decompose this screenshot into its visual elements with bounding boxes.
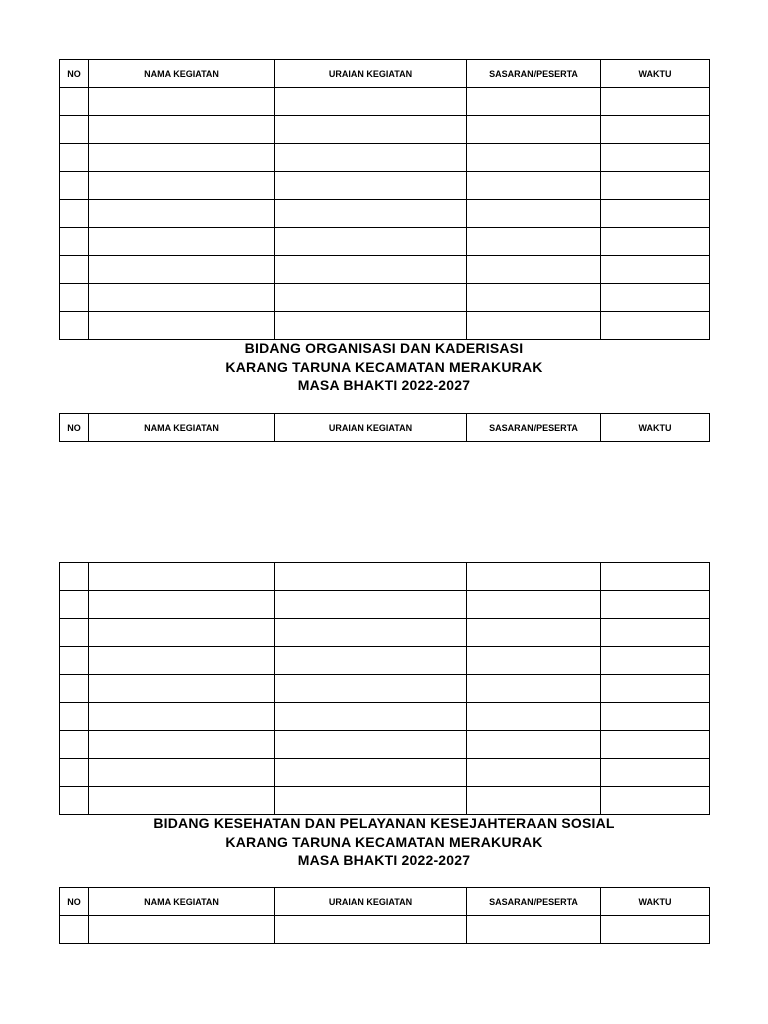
table-row (60, 88, 710, 116)
cell-no (60, 731, 89, 759)
cell-nama-kegiatan (89, 116, 275, 144)
table-row (60, 703, 710, 731)
cell-waktu (601, 731, 710, 759)
cell-uraian-kegiatan (275, 88, 467, 116)
cell-waktu (601, 172, 710, 200)
header-waktu: WAKTU (601, 888, 710, 916)
cell-sasaran-peserta (467, 172, 601, 200)
cell-waktu (601, 703, 710, 731)
table-row (60, 563, 710, 591)
cell-waktu (601, 787, 710, 815)
cell-uraian-kegiatan (275, 200, 467, 228)
cell-nama-kegiatan (89, 284, 275, 312)
cell-uraian-kegiatan (275, 787, 467, 815)
table-header-row (60, 888, 710, 916)
cell-sasaran-peserta (467, 563, 601, 591)
table-row (60, 731, 710, 759)
table-row (60, 647, 710, 675)
cell-sasaran-peserta (467, 228, 601, 256)
table-row (60, 312, 710, 340)
header-sasaran-peserta: SASARAN/PESERTA (467, 888, 601, 916)
cell-sasaran-peserta (467, 759, 601, 787)
header-waktu: WAKTU (601, 414, 710, 442)
cell-sasaran-peserta (467, 200, 601, 228)
cell-sasaran-peserta (467, 916, 601, 944)
cell-uraian-kegiatan (275, 284, 467, 312)
cell-waktu (601, 916, 710, 944)
cell-no (60, 787, 89, 815)
table-row (60, 116, 710, 144)
header-uraian-kegiatan: URAIAN KEGIATAN (275, 888, 467, 916)
cell-nama-kegiatan (89, 619, 275, 647)
cell-uraian-kegiatan (275, 312, 467, 340)
heading-line-organisasi: KARANG TARUNA KECAMATAN MERAKURAK (225, 833, 543, 850)
cell-sasaran-peserta (467, 312, 601, 340)
cell-no (60, 144, 89, 172)
cell-uraian-kegiatan (275, 563, 467, 591)
cell-uraian-kegiatan (275, 619, 467, 647)
header-sasaran-peserta: SASARAN/PESERTA (467, 60, 601, 88)
cell-sasaran-peserta (467, 144, 601, 172)
cell-nama-kegiatan (89, 563, 275, 591)
cell-no (60, 675, 89, 703)
cell-waktu (601, 88, 710, 116)
cell-no (60, 88, 89, 116)
cell-uraian-kegiatan (275, 591, 467, 619)
cell-uraian-kegiatan (275, 703, 467, 731)
activity-table-4 (59, 887, 710, 944)
cell-sasaran-peserta (467, 284, 601, 312)
cell-sasaran-peserta (467, 731, 601, 759)
cell-nama-kegiatan (89, 731, 275, 759)
header-nama-kegiatan: NAMA KEGIATAN (89, 888, 275, 916)
table-row (60, 228, 710, 256)
cell-sasaran-peserta (467, 116, 601, 144)
heading-line-periode: MASA BHAKTI 2022-2027 (297, 377, 471, 393)
cell-uraian-kegiatan (275, 172, 467, 200)
cell-nama-kegiatan (89, 916, 275, 944)
cell-nama-kegiatan (89, 759, 275, 787)
header-waktu: WAKTU (601, 60, 710, 88)
cell-waktu (601, 563, 710, 591)
cell-sasaran-peserta (467, 703, 601, 731)
table-row (60, 619, 710, 647)
cell-nama-kegiatan (89, 675, 275, 703)
cell-no (60, 563, 89, 591)
cell-waktu (601, 675, 710, 703)
cell-nama-kegiatan (89, 88, 275, 116)
activity-table-2 (59, 413, 710, 442)
table-row (60, 256, 710, 284)
table-header-row (60, 414, 710, 442)
cell-sasaran-peserta (467, 647, 601, 675)
cell-uraian-kegiatan (275, 256, 467, 284)
cell-waktu (601, 619, 710, 647)
table-row (60, 916, 710, 944)
cell-nama-kegiatan (89, 228, 275, 256)
cell-waktu (601, 312, 710, 340)
heading-line-bidang: BIDANG KESEHATAN DAN PELAYANAN KESEJAHTERAAN SOSIAL (153, 815, 615, 831)
cell-uraian-kegiatan (275, 144, 467, 172)
table-row (60, 759, 710, 787)
cell-sasaran-peserta (467, 88, 601, 116)
cell-waktu (601, 591, 710, 619)
header-nama-kegiatan: NAMA KEGIATAN (89, 414, 275, 442)
cell-no (60, 228, 89, 256)
cell-no (60, 256, 89, 284)
cell-no (60, 284, 89, 312)
cell-no (60, 172, 89, 200)
section-heading-kesehatan (0, 814, 768, 870)
table-body (60, 88, 710, 340)
cell-sasaran-peserta (467, 787, 601, 815)
cell-no (60, 619, 89, 647)
cell-nama-kegiatan (89, 200, 275, 228)
cell-nama-kegiatan (89, 787, 275, 815)
header-uraian-kegiatan: URAIAN KEGIATAN (275, 414, 467, 442)
heading-line-organisasi: KARANG TARUNA KECAMATAN MERAKURAK (225, 358, 543, 375)
cell-no (60, 916, 89, 944)
cell-waktu (601, 228, 710, 256)
table-row (60, 200, 710, 228)
cell-nama-kegiatan (89, 647, 275, 675)
cell-sasaran-peserta (467, 256, 601, 284)
cell-nama-kegiatan (89, 312, 275, 340)
cell-sasaran-peserta (467, 619, 601, 647)
section-heading-organisasi (0, 339, 768, 395)
cell-waktu (601, 200, 710, 228)
table-row (60, 675, 710, 703)
cell-no (60, 116, 89, 144)
table-row (60, 591, 710, 619)
cell-nama-kegiatan (89, 172, 275, 200)
cell-nama-kegiatan (89, 591, 275, 619)
cell-uraian-kegiatan (275, 228, 467, 256)
header-no: NO (60, 888, 89, 916)
cell-uraian-kegiatan (275, 116, 467, 144)
cell-waktu (601, 144, 710, 172)
activity-table-3 (59, 562, 710, 815)
table-row (60, 172, 710, 200)
cell-no (60, 703, 89, 731)
cell-no (60, 759, 89, 787)
cell-uraian-kegiatan (275, 916, 467, 944)
table-body (60, 916, 710, 944)
cell-uraian-kegiatan (275, 731, 467, 759)
cell-uraian-kegiatan (275, 759, 467, 787)
table-body (60, 563, 710, 815)
cell-waktu (601, 116, 710, 144)
table-header-row (60, 60, 710, 88)
cell-uraian-kegiatan (275, 675, 467, 703)
cell-waktu (601, 759, 710, 787)
cell-nama-kegiatan (89, 144, 275, 172)
cell-uraian-kegiatan (275, 647, 467, 675)
heading-line-periode: MASA BHAKTI 2022-2027 (297, 852, 471, 868)
cell-sasaran-peserta (467, 591, 601, 619)
header-sasaran-peserta: SASARAN/PESERTA (467, 414, 601, 442)
cell-no (60, 647, 89, 675)
cell-sasaran-peserta (467, 675, 601, 703)
cell-nama-kegiatan (89, 256, 275, 284)
cell-waktu (601, 647, 710, 675)
cell-waktu (601, 284, 710, 312)
activity-table-1 (59, 59, 710, 340)
header-nama-kegiatan: NAMA KEGIATAN (89, 60, 275, 88)
heading-line-bidang: BIDANG ORGANISASI DAN KADERISASI (244, 340, 524, 356)
cell-no (60, 200, 89, 228)
table-row (60, 787, 710, 815)
cell-no (60, 591, 89, 619)
cell-nama-kegiatan (89, 703, 275, 731)
header-no: NO (60, 60, 89, 88)
table-row (60, 144, 710, 172)
header-uraian-kegiatan: URAIAN KEGIATAN (275, 60, 467, 88)
table-row (60, 284, 710, 312)
cell-waktu (601, 256, 710, 284)
cell-no (60, 312, 89, 340)
header-no: NO (60, 414, 89, 442)
